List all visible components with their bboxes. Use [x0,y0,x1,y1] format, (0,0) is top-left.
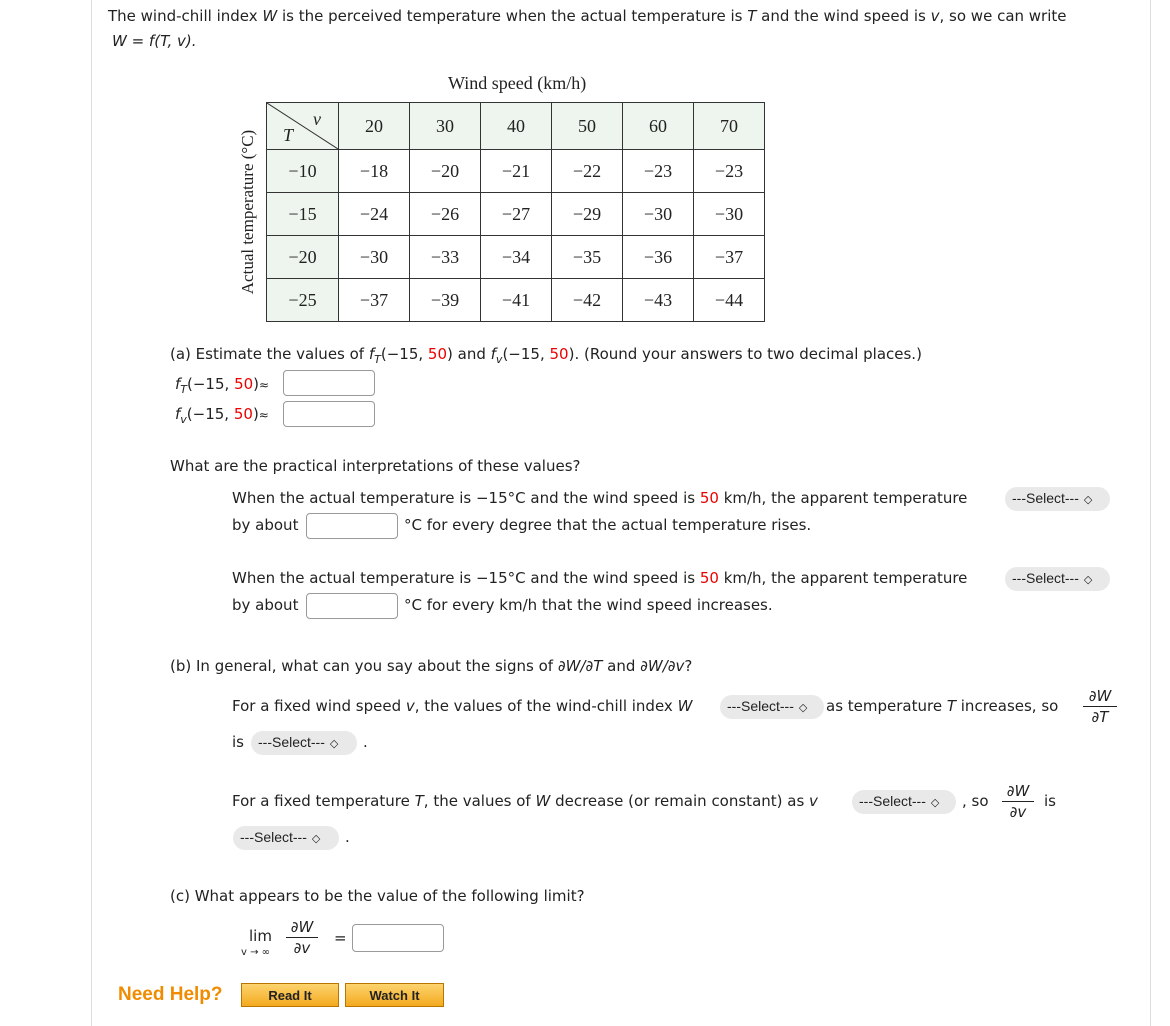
table-cell: −36 [623,236,694,279]
col-header: 20 [339,103,410,150]
table-cell: −29 [552,193,623,236]
chevron-updown-icon: ◇ [798,702,808,714]
part-b-s1-is: is [232,733,244,751]
interp-2-select[interactable]: ---Select--- ◇ [1005,567,1110,591]
row-header: −20 [267,236,339,279]
limit-input[interactable] [352,924,444,952]
table-cell: −35 [552,236,623,279]
chevron-updown-icon: ◇ [1083,494,1093,506]
chevron-updown-icon: ◇ [311,833,321,845]
intro-text: The wind-chill index W is the perceived temperature when the actual temperature is T and the wind speed is v, so we can write [108,7,1067,25]
read-it-button[interactable]: Read It [241,983,339,1007]
chevron-updown-icon: ◇ [329,738,339,750]
fraction-dW-dT: $\frac{\partial W}{\partial T}$ [1083,687,1117,726]
part-b-s2-a: For a fixed temperature T, the values of W decrease (or remain constant) as v [232,792,818,810]
part-a-prompt: (a) Estimate the values of $f_T(-15$, 50) and $f_v(-15$, 50). (Round your answers to two decimal places.) [170,345,922,366]
fraction-dW-dv: $\frac{\partial W}{\partial v}$ [1002,782,1034,821]
interp-2-by: by about [232,596,299,614]
period: . [363,733,368,751]
col-header: 70 [694,103,765,150]
table-cell: −20 [410,150,481,193]
interp-1-select[interactable]: ---Select--- ◇ [1005,487,1110,511]
watch-it-button[interactable]: Watch It [345,983,444,1007]
row-header: −10 [267,150,339,193]
part-c-question: (c) What appears to be the value of the following limit? [170,887,585,905]
table-cell: −37 [694,236,765,279]
interp-2-end: °C for every km/h that the wind speed increases. [404,596,773,614]
col-header: 60 [623,103,694,150]
part-b-s2-so: , so [962,792,989,810]
fraction-dW-dv: $\frac{\partial W}{\partial v}$ [286,918,318,957]
table-cell: −30 [694,193,765,236]
interp-1-line: When the actual temperature is −15°C and the wind speed is 50 km/h, the apparent temperature [232,489,968,507]
table-cell: −41 [481,279,552,322]
table-cell: −44 [694,279,765,322]
part-b-select-2[interactable]: ---Select--- ◇ [251,731,357,755]
fv-input[interactable] [283,401,375,427]
row-axis-label: Actual temperature (°C) [238,129,257,295]
fT-label: $f_T(-15$, 50)≈ [175,375,270,396]
part-b-s2-is: is [1044,792,1056,810]
table-cell: −24 [339,193,410,236]
table-cell: −21 [481,150,552,193]
table-header-row [267,103,765,150]
interp-1-by: by about [232,516,299,534]
col-header: 50 [552,103,623,150]
corner-diagonal [267,103,338,149]
intro-formula: W = f(T, v). [112,32,197,50]
part-b-select-4[interactable]: ---Select--- ◇ [233,826,339,850]
col-header: 30 [410,103,481,150]
interp-1-end: °C for every degree that the actual temperature rises. [404,516,812,534]
table-cell: −18 [339,150,410,193]
lim-subscript: v → ∞ [241,947,270,958]
table-cell: −23 [694,150,765,193]
interp-1-input[interactable] [306,513,398,539]
table-cell: −26 [410,193,481,236]
table-cell: −34 [481,236,552,279]
fv-label: $f_v(-15$, 50)≈ [175,405,269,426]
interpretation-question: What are the practical interpretations of these values? [170,457,581,475]
equals-sign: = [334,929,347,947]
table-cell: −22 [552,150,623,193]
period: . [345,828,350,846]
lim-label: lim [249,927,272,945]
interp-2-input[interactable] [306,593,398,619]
col-header: 40 [481,103,552,150]
table-cell: −27 [481,193,552,236]
chevron-updown-icon: ◇ [1083,574,1093,586]
table-cell: −43 [623,279,694,322]
table-row [267,150,765,193]
wind-chill-table [266,102,765,322]
corner-v: v [313,109,321,129]
table-cell: −30 [623,193,694,236]
need-help-label: Need Help? [118,984,223,1005]
row-header: −15 [267,193,339,236]
part-b-select-1[interactable]: ---Select--- ◇ [720,695,824,719]
table-cell: −33 [410,236,481,279]
fT-input[interactable] [283,370,375,396]
table-row [267,279,765,322]
table-row [267,236,765,279]
table-cell: −39 [410,279,481,322]
table-cell: −42 [552,279,623,322]
part-b-select-3[interactable]: ---Select--- ◇ [852,790,956,814]
corner-cell [267,103,339,150]
table-cell: −37 [339,279,410,322]
table-cell: −30 [339,236,410,279]
corner-T: T [283,125,294,145]
part-b-question: (b) In general, what can you say about the signs of ∂W/∂T and ∂W/∂v? [170,657,693,675]
table-row [267,193,765,236]
interp-2-line: When the actual temperature is −15°C and the wind speed is 50 km/h, the apparent temperature [232,569,968,587]
part-b-s1-b: as temperature T increases, so [826,697,1059,715]
chevron-updown-icon: ◇ [930,797,940,809]
table-title: Wind speed (km/h) [448,73,587,93]
table-cell: −23 [623,150,694,193]
row-header: −25 [267,279,339,322]
part-b-s1-a: For a fixed wind speed v, the values of the wind-chill index W [232,697,693,715]
